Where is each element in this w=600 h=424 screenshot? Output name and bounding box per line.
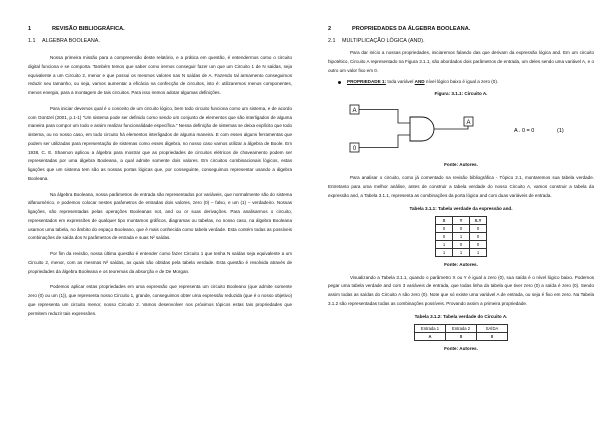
table-cell: 0	[470, 232, 487, 240]
table-cell: 0	[477, 332, 508, 340]
paragraph: Para analisar o circuito, como já comentado na revisão bibliográfica - Tópico 2.1, montaremos sua tabela verdade. Entretanto para uma melhor análise, antes de construir a tabela verdade do nosso Circuito A, vamos construir a tabela da expressão and, a Tabela 3.1.1, representa as combinações da porta lógica and com duas variáveis de entrada.	[328, 175, 594, 198]
subsection-title: MULTIPLICAÇÃO LÓGICA (AND).	[342, 38, 425, 44]
table-cell: 1	[453, 232, 470, 240]
wire-a	[359, 110, 410, 124]
paragraph: Podemos aplicar estas propriedades em uma expressão que representa um circuito Booleano (que admite somente zero (0) ou um (1)), que representa nosso Circuito 1, grande, conseguimos obter uma expressão reduzida (que é o nosso objetivo) que representa um circuito menor, nosso Circuito 2. Vamos desenvolver nos próximos tópicos estas tais propriedades que permitem reduzir tais expressões.	[28, 284, 292, 316]
table-cell: 1	[453, 248, 470, 256]
table-cell: 0	[470, 240, 487, 248]
property-text-before: toda variável	[386, 79, 415, 85]
paragraph: Visualizando a Tabela 3.1.1, quando o parâmetro X ou Y é igual a zero (0), sua saída é o nível lógico baixo. Podemos pegar uma tabela verdade and com 3 variáveis de entrada, que todas linha da tabela que tiver zero (0) a saída é zero (0). Sendo assim todas as saídas do Circuito A são zero (0). Note que só existe uma variável A de entrada, ou seja é fixo em zero. Na Tabela 3.1.2 são representadas todas as combinações possíveis. Provando assim a primeira propriedade.	[328, 274, 594, 306]
subsection-title: ALGEBRA BOOLEANA.	[42, 38, 100, 44]
section-heading-2	[328, 26, 594, 33]
section-number: 2	[328, 26, 332, 32]
table-row	[415, 332, 508, 340]
circuit-figure	[328, 101, 594, 157]
property-bullet	[338, 78, 594, 86]
subsection-heading-1-1	[28, 38, 292, 45]
and-gate-icon	[410, 117, 434, 141]
table-row	[436, 224, 487, 232]
input-a-label: A	[352, 108, 357, 115]
right-column	[328, 26, 594, 356]
spacer	[28, 45, 292, 54]
subsection-number: 2.1	[328, 38, 336, 44]
table-header-cell: Entrada 1	[415, 324, 446, 332]
paragraph: Para iniciar devemos qual é o conceito de um circuito lógico, bem todo circuito funciona como um sistema, e de acordo com Güntzel (2001, p.1-1) "Um sistema pode ser definido como sendo um conjunto de elementos que são interligados de alguma maneira para compor um todo e assim realizar funcionalidade específica." Nessa definição de sistemas se deixa explícito que todo sistema, ou no nosso caso, em todo circuito há elementos interligados de alguma maneira. E com esses alguns ferramentas que podem ser utilizadas para representação de sistemas como esses álgebra, no nosso caso vamos utilizar a álgebra de Boole. Em 1938, C. E. Shannon aplicou a álgebra para mostrar que as propriedades de circuitos elétricos de chaveamento podem ser representadas por uma álgebra Booleana, a qual admite somente dois valores. Em circuitos combinacionais lógicos, estas ligações que um sistema tem são as nossas portas lógicas que, por conseguinte, conseguimos representar usando a álgebra Booleana.	[28, 105, 292, 181]
output-box-label: A	[466, 120, 471, 127]
table1-caption: Tabela 3.1.1: Tabela verdade da expressão and.	[409, 205, 513, 211]
table1-source: Fonte: Autores.	[444, 261, 478, 267]
table-row	[436, 232, 487, 240]
table-header-row	[415, 324, 508, 332]
bullet-dot	[338, 81, 341, 84]
table-cell: 1	[436, 240, 453, 248]
table-header-cell: X	[436, 216, 453, 224]
spacer	[28, 184, 292, 191]
wire-output	[434, 125, 468, 129]
input-zero-label: 0	[352, 146, 357, 153]
figure-source: Fonte: Autores.	[444, 162, 478, 168]
table-cell: 1	[436, 248, 453, 256]
wire-zero	[359, 135, 410, 148]
table-cell: 0	[436, 224, 453, 232]
table2-caption: Tabela 3.1.2: Tabela verdade do Circuito A.	[414, 313, 508, 319]
circuit-diagram	[328, 101, 594, 157]
property-label: PROPRIEDADE 1:	[347, 79, 387, 85]
truth-table-and	[435, 216, 487, 257]
table-header-cell: SAÍDA	[477, 324, 508, 332]
property-text-after: nível lógico baixo é igual a zero (0).	[424, 79, 499, 85]
property-keyword: AND	[414, 79, 425, 85]
table-row	[436, 240, 487, 248]
truth-table-circuit-a	[414, 324, 508, 341]
spacer	[28, 276, 292, 283]
section-title: REVISÃO BIBLIOGRÁFICA.	[52, 26, 125, 32]
paragraph: Na álgebra Booleana, nossa parâmetros de entrada são representados por variáveis, que normalmente são do sistema alfanumérico, e podemos colocar nestes parâmetros de entradas dois valores, zero (0) – falso, e um (1) – verdadeiro. Nossas ligações, são representadas pelas operações Booleanas not, and ou or suas derivações. Para analisarmos o circuito, representados em expressões de qualquer tipo montamos gráficos, diagramas ou tabelas, no nosso caso, na álgebra Booleana usamos uma tabela, no âmbito do espaço Booleano, que é mais conhecida como tabela verdade. Esta contém todas as possíveis combinações de saída dos N parâmetros de entrada e suas N² saídas.	[28, 191, 292, 241]
table-header-cell: X.Y	[470, 216, 487, 224]
table-cell: 0	[446, 332, 477, 340]
section-number: 1	[28, 26, 32, 32]
figure-caption: Figura: 3.1.1: Circuito A.	[434, 91, 488, 97]
expression: A . 0 = 0	[514, 128, 535, 135]
equation-number: (1)	[557, 128, 564, 135]
section-heading-1	[28, 26, 292, 33]
paragraph: Nossa primeira missão para a compreensão deste relatório, e a prática em questão, é entendermos como o circuito digital funciona e se comporta. Também temos que saber como iremos conseguir fazer um que um Circuito 1 de N saídas, seja equivalente a um Circuito 2, menor e que possui os mesmos valores nas N saídas de A. Fazendo tal armamento conseguimos reduzir seu tamanho, ou seja, vamos aumentar a eficácia na confecção de circuitos, isto é: utilizaremos menos componentes, menos energia, para a montagem de tais circuitos. Para isso iremos adotar algumas definições.	[28, 55, 292, 95]
paragraph: Para dar início a nossas propriedades, iniciaremos falando das que derivam da expressão lógica and. Em um circuito hipotético, Circuito A representado na Figura 3.1.1, são abordados dois parâmetros de entrada, um deles sendo uma variável A, e o outro um valor fixo em 0.	[328, 50, 594, 73]
table-cell: 0	[453, 240, 470, 248]
left-column	[28, 26, 292, 318]
table2-source: Fonte: Autores.	[444, 345, 478, 351]
spacer	[28, 98, 292, 105]
table-cell: 0	[453, 224, 470, 232]
table-cell: A	[415, 332, 446, 340]
subsection-number: 1.1	[28, 38, 36, 44]
table-header-cell: Entrada 2	[446, 324, 477, 332]
table-cell: 0	[436, 232, 453, 240]
table-row	[436, 248, 487, 256]
table-header-cell: Y	[453, 216, 470, 224]
paragraph: Por fim da revisão, nossa última questão é entender como fazer Circuito 1 que tenha N saídas seja equivalente a um Circuito 2, menor, com as mesmas N² saídas, as quais são obtidas pela tabela verdade. Esta questão é resolvida através de propriedades da álgebra Booleana e os teoremas da absorção e de De Morgan.	[28, 251, 292, 274]
table-header-row	[436, 216, 487, 224]
subsection-heading-2-1	[328, 38, 594, 45]
section-title: PROPRIEDADES DA ÁLGEBRA BOOLEANA.	[352, 26, 471, 32]
table-cell: 0	[470, 224, 487, 232]
table-cell: 1	[470, 248, 487, 256]
spacer	[28, 243, 292, 250]
